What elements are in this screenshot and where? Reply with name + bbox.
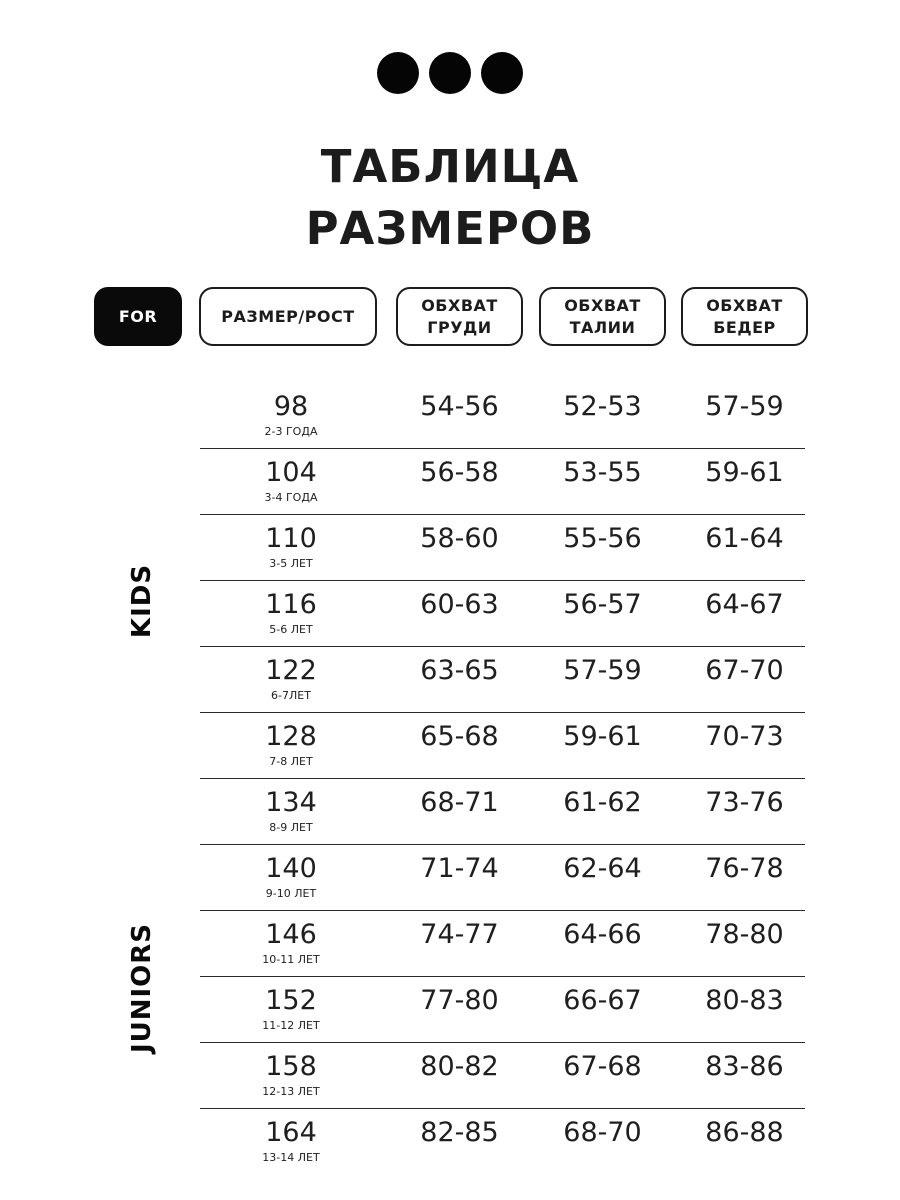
waist-value: 68-70 — [563, 1117, 642, 1148]
table-row — [200, 977, 805, 1043]
header-size-height — [199, 287, 377, 346]
hips-value: 61-64 — [705, 523, 784, 554]
header-waist — [539, 287, 666, 346]
size-value: 140 — [265, 853, 317, 884]
waist-value: 67-68 — [563, 1051, 642, 1082]
waist-value: 66-67 — [563, 985, 642, 1016]
age-value: 9-10 ЛЕТ — [265, 887, 317, 900]
hips-value: 86-88 — [705, 1117, 784, 1148]
hips-value: 80-83 — [705, 985, 784, 1016]
dot-icon — [429, 52, 471, 94]
size-value: 152 — [265, 985, 317, 1016]
header-chest-line2: ГРУДИ — [427, 317, 492, 337]
waist-value: 52-53 — [563, 391, 642, 422]
chest-value: 54-56 — [420, 391, 499, 422]
chest-value: 71-74 — [420, 853, 499, 884]
waist-value: 59-61 — [563, 721, 642, 752]
table-row — [200, 911, 805, 977]
hips-value: 70-73 — [705, 721, 784, 752]
size-value: 158 — [265, 1051, 317, 1082]
header-for — [94, 287, 182, 346]
size-value: 104 — [265, 457, 317, 488]
age-value: 7-8 ЛЕТ — [269, 755, 313, 768]
chest-value: 74-77 — [420, 919, 499, 950]
header-waist-line1: ОБХВАТ — [564, 295, 641, 315]
table-row — [200, 713, 805, 779]
waist-value: 53-55 — [563, 457, 642, 488]
title-line-2: РАЗМЕРОВ — [305, 202, 595, 255]
size-value: 116 — [265, 589, 317, 620]
chest-value: 68-71 — [420, 787, 499, 818]
waist-value: 64-66 — [563, 919, 642, 950]
chest-value: 60-63 — [420, 589, 499, 620]
header-chest-line1: ОБХВАТ — [421, 295, 498, 315]
hips-value: 78-80 — [705, 919, 784, 950]
chest-value: 63-65 — [420, 655, 499, 686]
age-value: 2-3 ГОДА — [264, 425, 318, 438]
table-row — [200, 515, 805, 581]
table-row — [200, 845, 805, 911]
table-row — [200, 383, 805, 449]
size-value: 98 — [273, 391, 309, 422]
chest-value: 58-60 — [420, 523, 499, 554]
page-title — [0, 136, 900, 260]
dot-icon — [481, 52, 523, 94]
age-value: 10-11 ЛЕТ — [262, 953, 320, 966]
waist-value: 62-64 — [563, 853, 642, 884]
age-value: 6-7ЛЕТ — [271, 689, 311, 702]
table-row — [200, 1109, 805, 1175]
header-hips — [681, 287, 808, 346]
hips-value: 64-67 — [705, 589, 784, 620]
chest-value: 65-68 — [420, 721, 499, 752]
age-value: 3-5 ЛЕТ — [269, 557, 313, 570]
size-value: 122 — [265, 655, 317, 686]
size-value: 134 — [265, 787, 317, 818]
size-value: 146 — [265, 919, 317, 950]
dot-icon — [377, 52, 419, 94]
age-value: 12-13 ЛЕТ — [262, 1085, 320, 1098]
size-table — [200, 383, 805, 1175]
table-row — [200, 647, 805, 713]
chest-value: 56-58 — [420, 457, 499, 488]
header-waist-line2: ТАЛИИ — [569, 317, 636, 337]
size-value: 128 — [265, 721, 317, 752]
header-chest — [396, 287, 523, 346]
waist-value: 56-57 — [563, 589, 642, 620]
age-value: 13-14 ЛЕТ — [262, 1151, 320, 1164]
table-row — [200, 581, 805, 647]
age-value: 5-6 ЛЕТ — [269, 623, 313, 636]
header-hips-line2: БЕДЕР — [713, 317, 776, 337]
chest-value: 82-85 — [420, 1117, 499, 1148]
table-row — [200, 779, 805, 845]
hips-value: 76-78 — [705, 853, 784, 884]
age-value: 8-9 ЛЕТ — [269, 821, 313, 834]
size-value: 110 — [265, 523, 317, 554]
hips-value: 67-70 — [705, 655, 784, 686]
group-label-kids: KIDS — [127, 563, 157, 639]
header-hips-line1: ОБХВАТ — [706, 295, 783, 315]
hips-value: 57-59 — [705, 391, 784, 422]
chest-value: 80-82 — [420, 1051, 499, 1082]
header-for-label: FOR — [118, 306, 158, 326]
size-value: 164 — [265, 1117, 317, 1148]
age-value: 3-4 ГОДА — [264, 491, 318, 504]
header-size-label: РАЗМЕР/РОСТ — [221, 306, 355, 326]
hips-value: 73-76 — [705, 787, 784, 818]
logo-dots — [0, 52, 900, 94]
chest-value: 77-80 — [420, 985, 499, 1016]
waist-value: 61-62 — [563, 787, 642, 818]
title-line-1: ТАБЛИЦА — [320, 140, 580, 193]
waist-value: 57-59 — [563, 655, 642, 686]
table-row — [200, 1043, 805, 1109]
waist-value: 55-56 — [563, 523, 642, 554]
hips-value: 83-86 — [705, 1051, 784, 1082]
table-row — [200, 449, 805, 515]
age-value: 11-12 ЛЕТ — [262, 1019, 320, 1032]
group-label-juniors: JUNIORS — [127, 922, 157, 1054]
hips-value: 59-61 — [705, 457, 784, 488]
